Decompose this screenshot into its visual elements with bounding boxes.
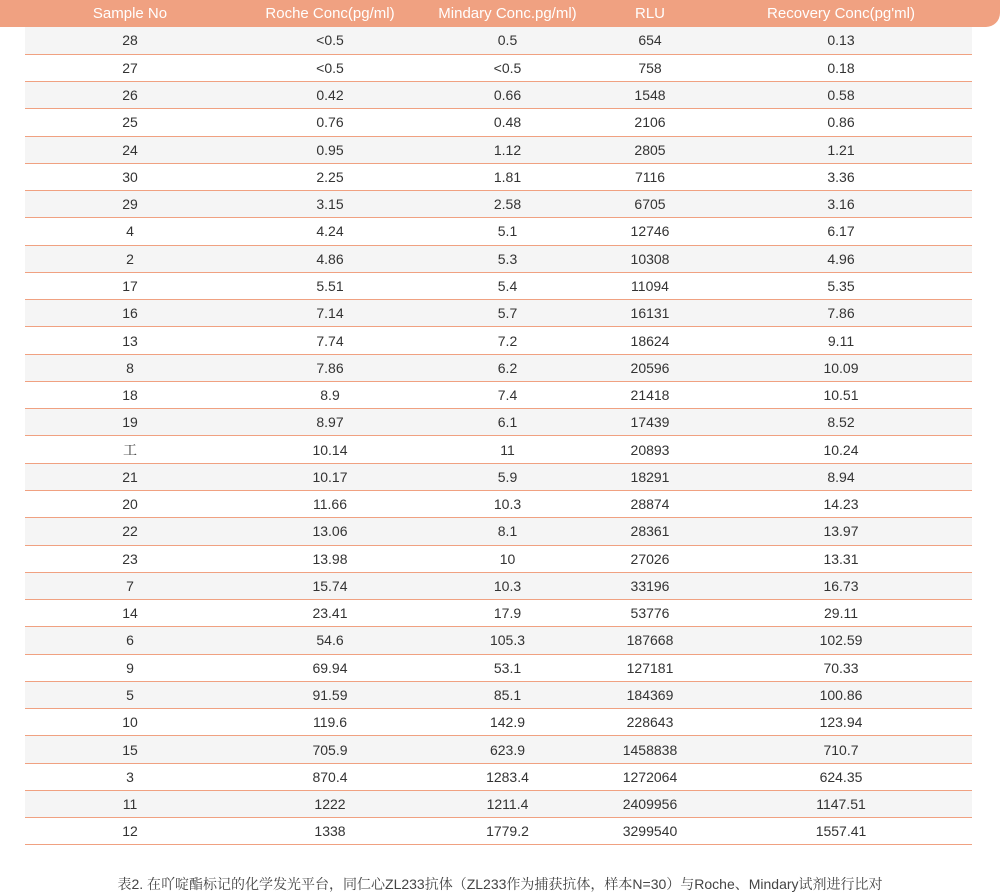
table-cell: 54.6: [235, 627, 425, 654]
table-cell: <0.5: [235, 54, 425, 81]
table-row: [25, 463, 972, 490]
table-cell: 8.1: [425, 518, 590, 545]
table-cell: 13: [25, 327, 235, 354]
table-cell: 187668: [590, 627, 710, 654]
table-row: [25, 218, 972, 245]
table-cell: 2.25: [235, 163, 425, 190]
table-row: [25, 109, 972, 136]
table-cell: 870.4: [235, 763, 425, 790]
table-row: [25, 790, 972, 817]
table-cell: 6.17: [710, 218, 972, 245]
table-row: [25, 600, 972, 627]
column-header: Sample No: [25, 0, 235, 27]
table-cell: <0.5: [425, 54, 590, 81]
table-row: [25, 327, 972, 354]
table-row: [25, 191, 972, 218]
table-cell: 11.66: [235, 491, 425, 518]
table-row: [25, 54, 972, 81]
table-cell: 91.59: [235, 681, 425, 708]
table-header: [25, 0, 972, 27]
table-cell: 10.14: [235, 436, 425, 463]
table-cell: 0.48: [425, 109, 590, 136]
table-cell: 85.1: [425, 681, 590, 708]
table-cell: 20596: [590, 354, 710, 381]
table-row: [25, 82, 972, 109]
table-cell: 710.7: [710, 736, 972, 763]
table-cell: 5.9: [425, 463, 590, 490]
table-row: [25, 436, 972, 463]
table-row: [25, 354, 972, 381]
table-cell: 22: [25, 518, 235, 545]
table-cell: 123.94: [710, 709, 972, 736]
table-cell: 13.97: [710, 518, 972, 545]
table-cell: 4.96: [710, 245, 972, 272]
table-row: [25, 818, 972, 845]
header-left-tab: [0, 0, 25, 27]
table-row: [25, 491, 972, 518]
table-cell: 142.9: [425, 709, 590, 736]
table-cell: 17: [25, 272, 235, 299]
table-cell: 10.3: [425, 572, 590, 599]
table-cell: 5.4: [425, 272, 590, 299]
table-cell: 127181: [590, 654, 710, 681]
table-cell: 0.86: [710, 109, 972, 136]
table-cell: 0.18: [710, 54, 972, 81]
table-cell: 7.2: [425, 327, 590, 354]
table-cell: 1.12: [425, 136, 590, 163]
table-cell: 29: [25, 191, 235, 218]
table-cell: 4.24: [235, 218, 425, 245]
table-cell: 10.09: [710, 354, 972, 381]
table-cell: 13.31: [710, 545, 972, 572]
table-row: [25, 272, 972, 299]
table-cell: 23: [25, 545, 235, 572]
table-cell: 11094: [590, 272, 710, 299]
table-row: [25, 572, 972, 599]
table-cell: 14: [25, 600, 235, 627]
table-cell: 1283.4: [425, 763, 590, 790]
table-cell: 0.76: [235, 109, 425, 136]
table-cell: 2106: [590, 109, 710, 136]
table-row: [25, 763, 972, 790]
table-cell: 7: [25, 572, 235, 599]
table-cell: 10.51: [710, 381, 972, 408]
table-cell: 6.2: [425, 354, 590, 381]
table-cell: 9.11: [710, 327, 972, 354]
table-cell: 10.3: [425, 491, 590, 518]
table-cell: 105.3: [425, 627, 590, 654]
table-cell: 1222: [235, 790, 425, 817]
table-cell: 654: [590, 27, 710, 54]
header-row: [25, 0, 972, 27]
table-row: [25, 27, 972, 54]
table-cell: 3299540: [590, 818, 710, 845]
table-cell: 12746: [590, 218, 710, 245]
table-cell: 1.81: [425, 163, 590, 190]
table-cell: 12: [25, 818, 235, 845]
table-row: [25, 736, 972, 763]
table-cell: 53776: [590, 600, 710, 627]
table-cell: 20: [25, 491, 235, 518]
table-cell: 2: [25, 245, 235, 272]
table-cell: 758: [590, 54, 710, 81]
table-cell: 0.13: [710, 27, 972, 54]
table-cell: 28361: [590, 518, 710, 545]
table-row: [25, 163, 972, 190]
table-cell: 4: [25, 218, 235, 245]
table-cell: 10: [425, 545, 590, 572]
table-cell: 1338: [235, 818, 425, 845]
table-cell: 16: [25, 300, 235, 327]
table-row: [25, 654, 972, 681]
table-cell: 2.58: [425, 191, 590, 218]
table-body: [25, 27, 972, 845]
comparison-table: [25, 0, 972, 845]
table-cell: 4.86: [235, 245, 425, 272]
table-cell: 5: [25, 681, 235, 708]
table-row: [25, 245, 972, 272]
table-cell: 15: [25, 736, 235, 763]
table-cell: 5.35: [710, 272, 972, 299]
table-cell: 29.11: [710, 600, 972, 627]
table-row: [25, 518, 972, 545]
table-cell: 25: [25, 109, 235, 136]
table-cell: 3: [25, 763, 235, 790]
table-cell: 1147.51: [710, 790, 972, 817]
table-cell: 27026: [590, 545, 710, 572]
table-row: [25, 545, 972, 572]
table-cell: 8.9: [235, 381, 425, 408]
table-cell: 21418: [590, 381, 710, 408]
table-cell: 0.5: [425, 27, 590, 54]
table-cell: 28874: [590, 491, 710, 518]
table-row: [25, 300, 972, 327]
table-cell: 184369: [590, 681, 710, 708]
table-cell: 18291: [590, 463, 710, 490]
table-row: [25, 709, 972, 736]
table-cell: 10: [25, 709, 235, 736]
table-cell: 11: [425, 436, 590, 463]
column-header: Mindary Conc.pg/ml): [425, 0, 590, 27]
table-cell: 13.06: [235, 518, 425, 545]
table-caption: 表2. 在吖啶酯标记的化学发光平台，同仁心ZL233抗体（ZL233作为捕获抗体，样本N=30）与Roche、Mindary试剂进行比对: [117, 876, 883, 892]
table-cell: 7.14: [235, 300, 425, 327]
table-cell: 30: [25, 163, 235, 190]
table-cell: 6.1: [425, 409, 590, 436]
table-cell: 6: [25, 627, 235, 654]
column-header: Roche Conc(pg/ml): [235, 0, 425, 27]
table-cell: 1458838: [590, 736, 710, 763]
table-cell: 0.66: [425, 82, 590, 109]
table-cell: 7.74: [235, 327, 425, 354]
table-cell: 70.33: [710, 654, 972, 681]
table-cell: 8: [25, 354, 235, 381]
table-cell: 10.24: [710, 436, 972, 463]
table-cell: 21: [25, 463, 235, 490]
table-cell: 228643: [590, 709, 710, 736]
table-cell: 623.9: [425, 736, 590, 763]
table-cell: 18624: [590, 327, 710, 354]
table-cell: 0.95: [235, 136, 425, 163]
table-row: [25, 381, 972, 408]
table-cell: 2805: [590, 136, 710, 163]
table-cell: 18: [25, 381, 235, 408]
table-cell: 16131: [590, 300, 710, 327]
comparison-table-container: [25, 0, 972, 845]
table-cell: 10308: [590, 245, 710, 272]
table-cell: 15.74: [235, 572, 425, 599]
table-cell: 13.98: [235, 545, 425, 572]
table-row: [25, 681, 972, 708]
table-cell: 100.86: [710, 681, 972, 708]
table-cell: 0.58: [710, 82, 972, 109]
table-cell: 26: [25, 82, 235, 109]
table-row: [25, 627, 972, 654]
column-header: RLU: [590, 0, 710, 27]
table-cell: 53.1: [425, 654, 590, 681]
table-cell: 33196: [590, 572, 710, 599]
table-cell: 624.35: [710, 763, 972, 790]
table-cell: 8.52: [710, 409, 972, 436]
table-cell: 14.23: [710, 491, 972, 518]
table-cell: 6705: [590, 191, 710, 218]
table-cell: 20893: [590, 436, 710, 463]
table-cell: 5.1: [425, 218, 590, 245]
table-cell: 3.36: [710, 163, 972, 190]
header-right-tab: [972, 0, 1000, 27]
table-cell: 1272064: [590, 763, 710, 790]
table-cell: 23.41: [235, 600, 425, 627]
table-cell: 7.4: [425, 381, 590, 408]
table-cell: 11: [25, 790, 235, 817]
table-cell: 27: [25, 54, 235, 81]
table-cell: 102.59: [710, 627, 972, 654]
table-row: [25, 409, 972, 436]
table-cell: 705.9: [235, 736, 425, 763]
table-cell: 19: [25, 409, 235, 436]
table-cell: 28: [25, 27, 235, 54]
column-header: Recovery Conc(pg'ml): [710, 0, 972, 27]
table-cell: 1548: [590, 82, 710, 109]
table-row: [25, 136, 972, 163]
table-cell: 16.73: [710, 572, 972, 599]
table-cell: 7116: [590, 163, 710, 190]
table-cell: 5.7: [425, 300, 590, 327]
table-cell: 5.51: [235, 272, 425, 299]
table-cell: 1211.4: [425, 790, 590, 817]
table-cell: 1.21: [710, 136, 972, 163]
table-cell: 1779.2: [425, 818, 590, 845]
table-cell: 5.3: [425, 245, 590, 272]
table-cell: 119.6: [235, 709, 425, 736]
table-cell: 24: [25, 136, 235, 163]
table-cell: 7.86: [710, 300, 972, 327]
table-cell: 8.94: [710, 463, 972, 490]
table-cell: 3.16: [710, 191, 972, 218]
table-cell: 69.94: [235, 654, 425, 681]
table-cell: 8.97: [235, 409, 425, 436]
table-cell: 17.9: [425, 600, 590, 627]
table-cell: <0.5: [235, 27, 425, 54]
table-cell: 2409956: [590, 790, 710, 817]
table-cell: 10.17: [235, 463, 425, 490]
table-cell: 1557.41: [710, 818, 972, 845]
table-cell: 工: [25, 436, 235, 463]
table-cell: 17439: [590, 409, 710, 436]
table-cell: 3.15: [235, 191, 425, 218]
table-cell: 9: [25, 654, 235, 681]
table-cell: 7.86: [235, 354, 425, 381]
table-cell: 0.42: [235, 82, 425, 109]
